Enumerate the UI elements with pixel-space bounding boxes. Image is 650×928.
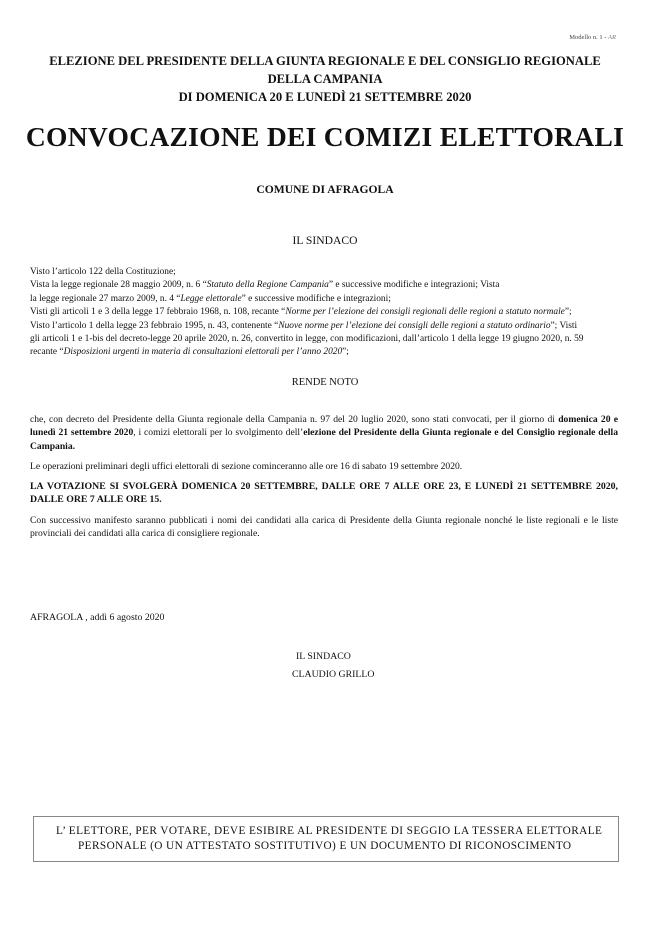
- signature-name: CLAUDIO GRILLO: [292, 669, 375, 680]
- voter-notice-box: [33, 816, 619, 862]
- visto-line-3-b: ” e successive modifiche e integrazioni;: [241, 293, 391, 304]
- visto-line-3: [30, 293, 620, 306]
- visto-line-4-a: Visti gli articoli 1 e 3 della legge 17 febbraio 1968, n. 108, recante “: [30, 307, 286, 318]
- voter-notice-line-2: PERSONALE (O UN ATTESTATO SOSTITUTIVO) E UN DOCUMENTO DI RICONOSCIMENTO: [78, 840, 572, 852]
- paragraph-candidates: Con successivo manifesto saranno pubblicati i nomi dei candidati alla carica di Presidente della Giunta regionale nonché le liste regionali e le liste provinciali dei candidati alla carica di consigliere regionale.: [30, 514, 618, 540]
- paragraph-decree: [30, 413, 618, 453]
- visto-line-4-italic: Norme per l’elezione dei consigli regionali delle regioni a statuto normale: [285, 307, 565, 318]
- visto-line-3-italic: Legge elettorale: [180, 293, 242, 304]
- comune-heading: COMUNE DI AFRAGOLA: [256, 183, 394, 196]
- sindaco-heading: IL SINDACO: [292, 234, 358, 247]
- model-label-text: Modello n. 1 -: [569, 34, 607, 41]
- place-date: AFRAGOLA , addì 6 agosto 2020: [30, 612, 165, 623]
- header-line-3: DI DOMENICA 20 E LUNEDÌ 21 SETTEMBRE 2020: [178, 90, 472, 104]
- decree-dates: domenica 20 e lunedì 21 settembre 2020: [30, 414, 618, 439]
- election-header: [30, 52, 620, 106]
- model-label: [569, 34, 616, 41]
- visto-line-7: [30, 346, 620, 359]
- page-title: CONVOCAZIONE DEI COMIZI ELETTORALI: [25, 121, 625, 152]
- rende-noto-heading: RENDE NOTO: [291, 377, 359, 388]
- decree-text-c: , i comizi elettorali per lo svolgimento dell’: [133, 427, 304, 439]
- visto-line-5-a: Visto l’articolo 1 della legge 23 febbraio 1995, n. 43, contenente “: [30, 320, 279, 331]
- visto-line-1: Visto l’articolo 122 della Costituzione;: [30, 267, 176, 277]
- visto-line-3-a: la legge regionale 27 marzo 2009, n. 4 “: [30, 293, 181, 304]
- visto-line-4-b: ”;: [564, 307, 572, 318]
- visto-line-6: gli articoli 1 e 1-bis del decreto-legge 20 aprile 2020, n. 26, convertito in legge, con modificazioni, dall’articolo 1 della legge 19 giugno 2020, n. 59: [30, 334, 584, 345]
- decree-text-a: che, con decreto del Presidente della Giunta regionale della Campania n. 97 del 20 luglio 2020, sono stati convocati, per il giorno di: [30, 414, 559, 425]
- paragraph-operations: Le operazioni preliminari degli uffici elettorali di sezione cominceranno alle ore 16 di sabato 19 settembre 2020.: [30, 460, 463, 472]
- visto-line-7-b: ”;: [342, 347, 349, 358]
- legal-references: [30, 266, 620, 360]
- signature-role: IL SINDACO: [296, 651, 351, 662]
- visto-line-7-a: recante “: [30, 347, 64, 358]
- visto-line-5-italic: Nuove norme per l’elezione dei consigli delle regioni a statuto ordinario: [278, 320, 551, 331]
- visto-line-2-italic: Statuto della Regione Campania: [206, 280, 329, 291]
- decree-election: elezione del Presidente della Giunta regionale e del Consiglio regionale della Campania.: [30, 427, 618, 452]
- visto-line-4: [30, 306, 620, 319]
- visto-line-2-b: ” e successive modifiche e integrazioni; Vista: [328, 280, 500, 291]
- header-line-2: DELLA CAMPANIA: [267, 72, 383, 86]
- visto-line-5-b: ”; Visti: [550, 320, 578, 331]
- header-line-1: ELEZIONE DEL PRESIDENTE DELLA GIUNTA REGIONALE E DEL CONSIGLIO REGIONALE: [49, 54, 601, 68]
- visto-line-2: [30, 279, 620, 292]
- visto-line-2-a: Vista la legge regionale 28 maggio 2009, n. 6 “: [30, 280, 207, 291]
- model-code: AR: [608, 34, 616, 41]
- visto-line-5: [30, 320, 620, 333]
- visto-line-7-italic: Disposizioni urgenti in materia di consultazioni elettorali per l’anno 2020: [63, 347, 343, 358]
- notice-body: [30, 413, 618, 547]
- voter-notice-line-1: L’ ELETTORE, PER VOTARE, DEVE ESIBIRE AL PRESIDENTE DI SEGGIO LA TESSERA ELETTORALE: [56, 825, 603, 837]
- paragraph-voting-hours: LA VOTAZIONE SI SVOLGERÀ DOMENICA 20 SETTEMBRE, DALLE ORE 7 ALLE ORE 23, E LUNEDÌ 21 SETTEMBRE 2020, DALLE ORE 7 ALLE ORE 15.: [30, 481, 618, 506]
